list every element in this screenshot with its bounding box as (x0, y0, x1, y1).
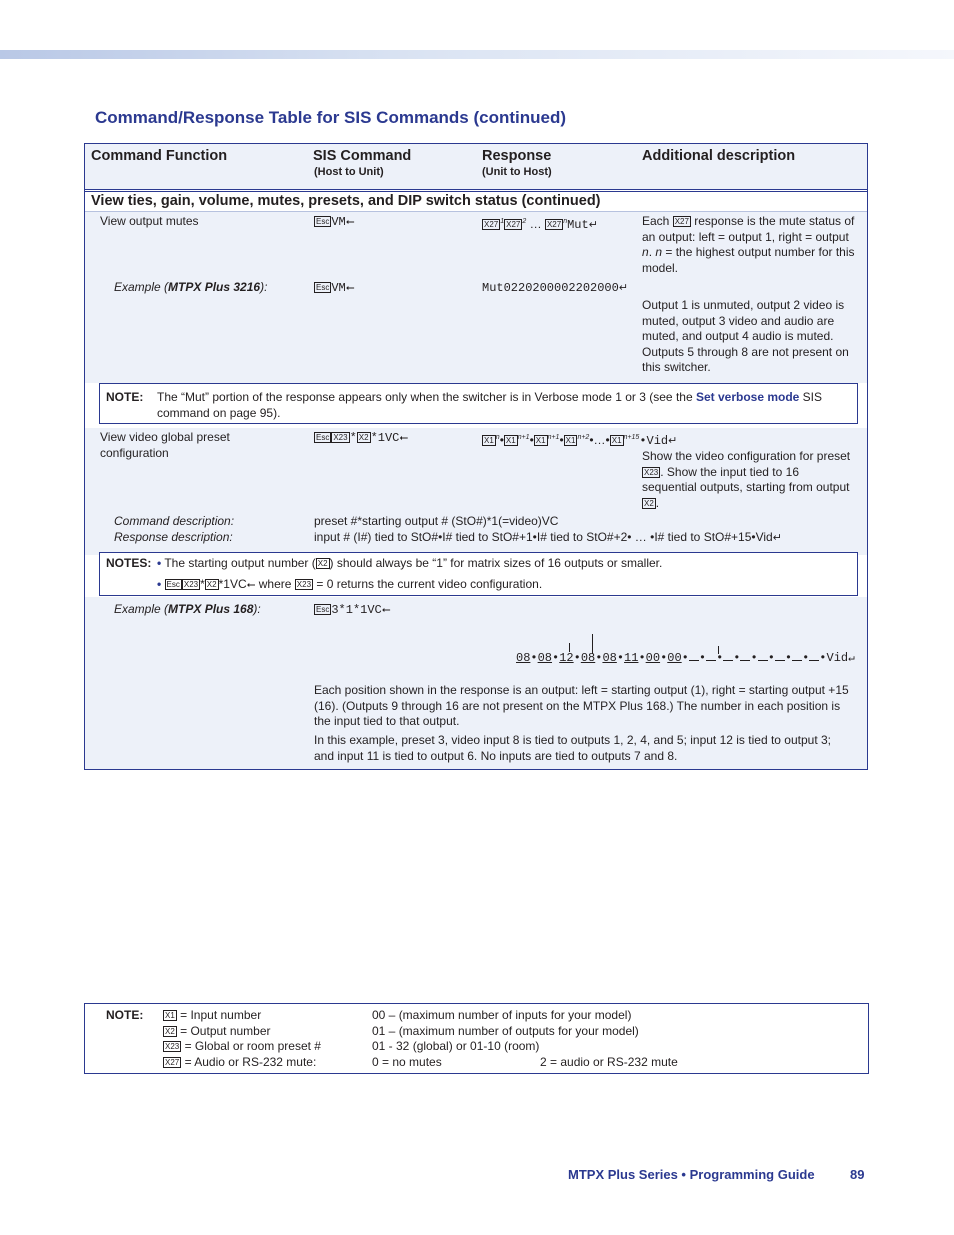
desc-text: Each (642, 214, 673, 228)
x27-variable-icon: X27 (484, 220, 499, 229)
esc-key-icon: Esc (166, 580, 180, 589)
header-response-sub: (Unit to Host) (482, 166, 552, 178)
x27-variable-icon: X27 (506, 220, 521, 229)
desc-text: . Show the input tied to 16 sequential outputs, starting from output (642, 464, 850, 495)
function-view-video-preset: View video global preset configuration (100, 430, 230, 460)
notes-line-1 (157, 556, 662, 572)
header-response: Response (482, 148, 552, 164)
example-command-mutes (314, 280, 355, 297)
bullet: • (681, 651, 689, 665)
return-arrow-icon: ⭠ (381, 604, 391, 616)
empty-position (758, 650, 768, 661)
legend-row-x1 (163, 1008, 261, 1024)
example-prefix: Example ( (114, 280, 169, 294)
superscript-2: 2 (522, 218, 527, 225)
desc-n: n (655, 245, 663, 260)
example-suffix: ): (260, 280, 268, 294)
response-description-text: input # (I#) tied to StO#•I# tied to StO#+1•I# tied to StO#+2• … •I# tied to StO#+15•Vid (314, 530, 773, 544)
note-text-part: where (255, 577, 295, 591)
superscript: n+15 (623, 434, 640, 441)
bullet: • (767, 651, 775, 665)
bullet: • (733, 651, 741, 665)
example-description-mutes: Output 1 is unmuted, output 2 video is muted, output 3 video and audio are muted, and output 4 audio is muted. Outputs 5 through 8 are not present on this switcher. (642, 298, 849, 375)
return-arrow-icon: ⭠ (246, 579, 256, 591)
page-title: Command/Response Table for SIS Commands (continued) (95, 108, 567, 127)
x23-variable-icon: X23 (644, 467, 659, 477)
x1-variable-icon: X1 (565, 436, 576, 445)
command-star: * (349, 431, 357, 445)
enter-key-icon: ↵ (772, 532, 782, 544)
x2-variable-icon: X2 (644, 498, 654, 508)
page-number: 89 (850, 1167, 865, 1182)
enter-key-icon: ↵ (618, 282, 629, 294)
command-description: preset #*starting output # (StO#)*1(=video)VC (314, 514, 559, 528)
example-suffix: ): (253, 602, 261, 616)
legend-row-x27 (163, 1055, 316, 1071)
command-description-label: Command description: (114, 514, 235, 528)
response-end: •Vid (819, 651, 849, 665)
header-divider (85, 189, 867, 190)
superscript: n+2 (577, 434, 590, 441)
esc-key-icon: Esc (316, 217, 330, 226)
return-arrow-icon: ⭠ (345, 216, 355, 228)
x27-variable-icon: X27 (546, 220, 562, 229)
response-value: 00 (667, 651, 682, 665)
x27-variable-icon: X27 (674, 217, 689, 226)
superscript: n+1 (517, 434, 530, 441)
header-sis-command: SIS Command (313, 148, 412, 164)
response-value: 08 (516, 651, 531, 665)
header-additional-description: Additional description (642, 148, 796, 164)
legend-range-x23: 01 - 32 (global) or 01-10 (room) (372, 1039, 540, 1053)
response-description (314, 530, 782, 547)
superscript-n: n (563, 218, 568, 225)
empty-position (740, 650, 750, 661)
enter-key-icon: ↵ (668, 435, 678, 447)
x23-variable-icon: X23 (183, 580, 199, 589)
command-text: VM (331, 281, 346, 295)
notes-label: NOTES: (106, 556, 152, 570)
x1-variable-icon: X1 (505, 436, 516, 445)
response-value: 08 (537, 651, 553, 665)
bullet: • (157, 556, 162, 570)
x1-variable-icon: X1 (535, 436, 546, 445)
note-text-part: SIS command on page 95). (157, 390, 823, 420)
response-value: 11 (624, 651, 639, 665)
bullet: • (784, 651, 793, 665)
legend-desc: = Input number (176, 1008, 262, 1022)
response-text: Mut (567, 218, 589, 232)
x1-variable-icon: X1 (165, 1011, 175, 1020)
empty-position (809, 650, 819, 661)
response-text: Mut0220200002202000 (482, 281, 619, 295)
example-response-mutes (482, 280, 628, 297)
example-paragraph-2: In this example, preset 3, video input 8 is tied to outputs 1, 2, 4, and 5; input 12 is tied to output 3; and input 11 is tied to output 6. No inputs are tied to outputs 7 and 8. (314, 733, 831, 763)
notes-line-2 (157, 577, 542, 594)
response-value: 08 (602, 651, 617, 665)
bullet: • (750, 651, 758, 665)
legend-extra-x27: 2 = audio or RS-232 mute (540, 1055, 678, 1069)
note-text-part: = 0 returns the current video configuration. (313, 577, 543, 591)
x23-variable-icon: X23 (333, 433, 348, 442)
bullet: • (698, 651, 707, 665)
x2-variable-icon: X2 (317, 559, 328, 568)
description-view-output-mutes (642, 214, 857, 276)
x23-variable-icon: X23 (165, 1042, 180, 1051)
legend-desc: = Output number (176, 1024, 271, 1038)
set-verbose-mode-link[interactable]: Set verbose mode (695, 390, 800, 404)
bullet: • (660, 651, 668, 665)
note-text-part: ) should always be “1” for matrix sizes of 16 outputs or smaller. (329, 556, 663, 570)
bullet: • (559, 433, 564, 447)
response-view-output-mutes (482, 214, 598, 234)
legend-row-x23 (163, 1039, 321, 1055)
header-gradient-bar (0, 50, 954, 59)
x2-variable-icon: X2 (358, 433, 369, 442)
superscript: n+1 (547, 434, 560, 441)
bullet: • (529, 433, 534, 447)
return-arrow-icon: ⭠ (345, 282, 355, 294)
example-command-preset (314, 602, 391, 619)
x1-variable-icon: X1 (611, 436, 622, 445)
example-model: MTPX Plus 168 (168, 602, 254, 616)
legend-range-x1: 00 – (maximum number of inputs for your model) (372, 1008, 632, 1022)
note-text-part: The “Mut” portion of the response appears only when the switcher is in Verbose mode 1 or 3 (see the (157, 390, 696, 404)
response-end: •Vid (639, 434, 669, 448)
command-view-video-preset (314, 430, 408, 447)
command-view-output-mutes (314, 214, 355, 231)
response-description-label: Response description: (114, 530, 233, 544)
enter-key-icon: ↵ (848, 653, 855, 665)
desc-text: . (648, 245, 656, 260)
section-title: View ties, gain, volume, mutes, presets, and DIP switch status (continued) (91, 193, 601, 209)
note-label: NOTE: (106, 390, 144, 404)
legend-desc: = Global or room preset # (181, 1039, 321, 1053)
description-view-video-preset (642, 449, 852, 511)
legend-label: NOTE: (106, 1008, 144, 1022)
empty-position (723, 650, 733, 661)
bullet: • (638, 651, 646, 665)
esc-key-icon: Esc (316, 283, 330, 292)
return-arrow-icon: ⭠ (399, 432, 409, 444)
ellipsis: •…• (589, 433, 610, 447)
enter-key-icon: ↵ (588, 219, 598, 231)
example-prefix: Example ( (114, 602, 169, 616)
superscript-1: 1 (500, 218, 505, 225)
command-text: VM (331, 215, 346, 229)
superscript: n (495, 434, 500, 441)
response-view-video-preset (482, 430, 677, 450)
response-value: 12 (559, 651, 574, 665)
bullet: • (802, 651, 810, 665)
bullet: • (573, 651, 581, 665)
legend-range-x27: 0 = no mutes (372, 1055, 442, 1069)
command-text: *1VC (370, 431, 400, 445)
legend-range-x2: 01 – (maximum number of outputs for your model) (372, 1024, 639, 1038)
empty-position (706, 650, 716, 661)
example-label-mutes (114, 280, 267, 296)
example-response-preset (516, 650, 855, 665)
command-text: 3*1*1VC (331, 603, 382, 617)
desc-text: . (655, 495, 660, 510)
legend-row-x2 (163, 1024, 271, 1040)
desc-text: = the highest output number for this model. (642, 245, 855, 275)
bullet: • (499, 433, 504, 447)
response-value: 00 (645, 651, 661, 665)
example-label-preset (114, 602, 261, 618)
function-view-output-mutes: View output mutes (100, 214, 199, 228)
empty-position (689, 650, 699, 661)
x1-variable-icon: X1 (484, 436, 494, 445)
response-ellipsis: … (526, 217, 545, 231)
bullet: • (595, 651, 603, 665)
footer-title: MTPX Plus Series • Programming Guide (568, 1167, 815, 1182)
x27-variable-icon: X27 (165, 1058, 180, 1067)
empty-position (792, 650, 802, 661)
legend-desc: = Audio or RS-232 mute: (181, 1055, 317, 1069)
bullet: • (552, 651, 560, 665)
header-divider-double (85, 191, 867, 192)
x2-variable-icon: X2 (206, 580, 217, 589)
bullet: • (716, 651, 724, 665)
x2-variable-icon: X2 (165, 1027, 175, 1036)
example-paragraph-1: Each position shown in the response is an output: left = starting output (1), right = starting output +15 (16). (Outputs 9 through 16 are not present on the MTPX Plus 168.) The number in each position is the input tied to that output. (314, 683, 849, 729)
note-text-part: The starting output number ( (164, 556, 316, 570)
desc-n: n (642, 245, 649, 260)
bullet: • (157, 577, 162, 591)
x23-variable-icon: X23 (296, 580, 312, 589)
bullet: • (530, 651, 538, 665)
header-command-function: Command Function (91, 148, 228, 164)
esc-key-icon: Esc (316, 433, 330, 442)
desc-text: Show the video configuration for preset (642, 449, 851, 463)
empty-position (775, 650, 785, 661)
desc-text: response is the mute status of an output: left = output 1, right = output (642, 214, 855, 244)
example-model: MTPX Plus 3216 (168, 280, 261, 294)
header-sis-command-sub: (Host to Unit) (314, 166, 384, 178)
response-value: 08 (580, 651, 596, 665)
note-command: *1VC (218, 577, 247, 591)
note-text (157, 390, 852, 421)
bullet: • (616, 651, 625, 665)
note-star: * (200, 577, 205, 591)
esc-key-icon: Esc (316, 605, 330, 614)
